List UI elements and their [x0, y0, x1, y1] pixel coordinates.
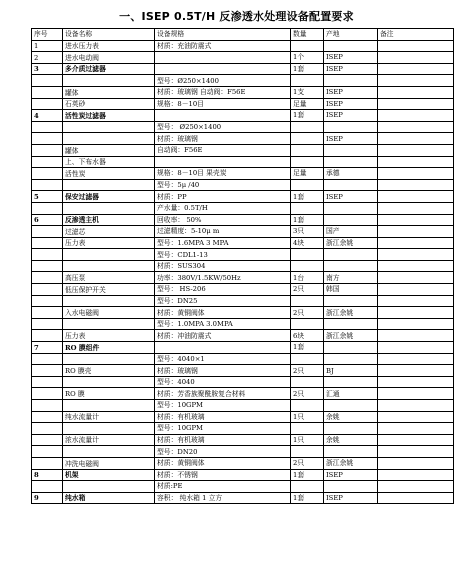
header-qty: 数量: [291, 29, 324, 41]
row-note: [378, 40, 454, 52]
row-spec: 材质：玻璃钢: [155, 133, 291, 145]
row-name: [63, 260, 155, 272]
header-no: 序号: [32, 29, 63, 41]
table-row: [32, 469, 454, 481]
table-row: [32, 237, 454, 249]
row-origin: [324, 156, 378, 168]
row-qty: [291, 75, 324, 87]
row-qty: 2只: [291, 457, 324, 469]
row-qty: [291, 295, 324, 307]
row-qty: 足量: [291, 168, 324, 180]
row-origin: ISEP: [324, 133, 378, 145]
row-qty: [291, 376, 324, 388]
table-row: [32, 330, 454, 342]
row-qty: [291, 179, 324, 191]
row-qty: 1台: [291, 272, 324, 284]
row-qty: [291, 260, 324, 272]
row-origin: ISEP: [324, 86, 378, 98]
row-note: [378, 260, 454, 272]
row-name: RO 膜壳: [63, 365, 155, 377]
row-no: [32, 295, 63, 307]
row-spec: 型号：DN20: [155, 446, 291, 458]
row-no: [32, 86, 63, 98]
row-qty: [291, 446, 324, 458]
table-row: [32, 446, 454, 458]
row-name: [63, 318, 155, 330]
row-spec: 材质：SUS304: [155, 260, 291, 272]
row-name: [63, 353, 155, 365]
row-no: [32, 226, 63, 238]
table-row: [32, 376, 454, 388]
row-origin: [324, 295, 378, 307]
row-spec: 型号：5μ /40: [155, 179, 291, 191]
row-qty: 1套: [291, 469, 324, 481]
row-origin: 承德: [324, 168, 378, 180]
row-no: [32, 411, 63, 423]
row-spec: 材质：黄铜阀体: [155, 307, 291, 319]
row-origin: ISEP: [324, 492, 378, 504]
row-origin: [324, 40, 378, 52]
row-qty: 1个: [291, 52, 324, 64]
row-spec: 材质：黄铜阀体: [155, 457, 291, 469]
row-spec: 材质:PE: [155, 481, 291, 493]
row-name: [63, 423, 155, 435]
row-origin: [324, 260, 378, 272]
row-no: [32, 400, 63, 412]
row-note: [378, 133, 454, 145]
row-name: 纯水流量计: [63, 411, 155, 423]
row-no: 5: [32, 191, 63, 203]
row-name: 机架: [63, 469, 155, 481]
row-no: [32, 423, 63, 435]
row-note: [378, 411, 454, 423]
row-name: 活性炭: [63, 168, 155, 180]
row-origin: ISEP: [324, 110, 378, 122]
row-spec: 材质：有机玻璃: [155, 434, 291, 446]
row-spec: 型号：1.6MPA 3 MPA: [155, 237, 291, 249]
row-note: [378, 353, 454, 365]
row-note: [378, 446, 454, 458]
row-origin: 南方: [324, 272, 378, 284]
row-origin: [324, 179, 378, 191]
row-name: [63, 295, 155, 307]
row-origin: [324, 400, 378, 412]
header-spec: 设备规格: [155, 29, 291, 41]
row-note: [378, 318, 454, 330]
row-no: 6: [32, 214, 63, 226]
row-name: 进水电动阀: [63, 52, 155, 64]
row-no: [32, 249, 63, 261]
row-spec: 型号：4040×1: [155, 353, 291, 365]
row-name: RO 膜组件: [63, 342, 155, 354]
row-note: [378, 75, 454, 87]
row-note: [378, 98, 454, 110]
row-qty: 1支: [291, 86, 324, 98]
row-name: 罐体: [63, 86, 155, 98]
table-row: [32, 179, 454, 191]
row-qty: [291, 249, 324, 261]
row-no: [32, 307, 63, 319]
row-qty: 1套: [291, 110, 324, 122]
row-spec: 材质：玻璃钢 自动阀：F56E: [155, 86, 291, 98]
row-note: [378, 144, 454, 156]
table-row: [32, 492, 454, 504]
row-no: 3: [32, 63, 63, 75]
table-row: [32, 400, 454, 412]
row-spec: 功率：380V/1.5KW/50Hz: [155, 272, 291, 284]
row-no: [32, 133, 63, 145]
row-origin: 韩国: [324, 284, 378, 296]
row-name: 石英砂: [63, 98, 155, 110]
row-spec: 回收率： 50%: [155, 214, 291, 226]
row-no: [32, 237, 63, 249]
row-name: 入水电磁阀: [63, 307, 155, 319]
row-qty: 足量: [291, 98, 324, 110]
row-name: 冲洗电磁阀: [63, 457, 155, 469]
row-name: 反渗透主机: [63, 214, 155, 226]
row-qty: 4块: [291, 237, 324, 249]
row-note: [378, 272, 454, 284]
row-origin: [324, 342, 378, 354]
table-row: [32, 86, 454, 98]
row-qty: 2只: [291, 307, 324, 319]
row-qty: 1套: [291, 191, 324, 203]
row-note: [378, 214, 454, 226]
row-spec: 材质：不锈钢: [155, 469, 291, 481]
row-note: [378, 110, 454, 122]
row-spec: 型号：4040: [155, 376, 291, 388]
row-no: [32, 272, 63, 284]
row-name: 多介质过滤器: [63, 63, 155, 75]
row-no: [32, 260, 63, 272]
table-row: [32, 191, 454, 203]
row-name: 压力表: [63, 330, 155, 342]
row-no: [32, 434, 63, 446]
table-row: [32, 110, 454, 122]
row-spec: 材质：充油防震式: [155, 40, 291, 52]
row-origin: [324, 481, 378, 493]
row-note: [378, 342, 454, 354]
row-no: [32, 388, 63, 400]
table-row: [32, 272, 454, 284]
row-qty: [291, 121, 324, 133]
row-no: 2: [32, 52, 63, 64]
row-qty: 1套: [291, 492, 324, 504]
table-row: [32, 318, 454, 330]
row-spec: 型号：Ø250×1400: [155, 75, 291, 87]
row-qty: [291, 156, 324, 168]
table-row: [32, 423, 454, 435]
row-note: [378, 400, 454, 412]
row-qty: 1套: [291, 214, 324, 226]
row-note: [378, 481, 454, 493]
row-name: 保安过滤器: [63, 191, 155, 203]
row-note: [378, 179, 454, 191]
row-no: [32, 179, 63, 191]
header-name: 设备名称: [63, 29, 155, 41]
row-qty: 1套: [291, 63, 324, 75]
row-qty: [291, 353, 324, 365]
row-no: 4: [32, 110, 63, 122]
row-name: [63, 400, 155, 412]
row-qty: [291, 400, 324, 412]
row-note: [378, 434, 454, 446]
row-no: [32, 156, 63, 168]
row-origin: 余姚: [324, 411, 378, 423]
row-name: [63, 202, 155, 214]
header-origin: 产地: [324, 29, 378, 41]
row-no: [32, 353, 63, 365]
table-row: [32, 249, 454, 261]
table-row: [32, 388, 454, 400]
table-row: [32, 284, 454, 296]
row-qty: 2只: [291, 284, 324, 296]
equipment-spec-table: [31, 28, 454, 504]
row-spec: 材质：玻璃钢: [155, 365, 291, 377]
row-no: [32, 202, 63, 214]
row-spec: 型号：10GPM: [155, 423, 291, 435]
row-note: [378, 86, 454, 98]
table-header-row: [32, 29, 454, 41]
row-no: [32, 365, 63, 377]
table-row: [32, 295, 454, 307]
row-name: [63, 376, 155, 388]
row-note: [378, 307, 454, 319]
row-qty: [291, 202, 324, 214]
row-origin: [324, 376, 378, 388]
row-no: [32, 284, 63, 296]
row-spec: 规格：8－10目 果壳炭: [155, 168, 291, 180]
table-row: [32, 411, 454, 423]
row-name: 低压保护开关: [63, 284, 155, 296]
row-qty: [291, 318, 324, 330]
row-no: [32, 144, 63, 156]
table-row: [32, 168, 454, 180]
row-name: 进水压力表: [63, 40, 155, 52]
row-qty: 1只: [291, 411, 324, 423]
row-name: 纯水箱: [63, 492, 155, 504]
row-qty: 1套: [291, 342, 324, 354]
table-row: [32, 40, 454, 52]
row-spec: [155, 63, 291, 75]
row-spec: 材质：PP: [155, 191, 291, 203]
row-note: [378, 249, 454, 261]
row-no: 7: [32, 342, 63, 354]
table-row: [32, 156, 454, 168]
row-spec: 容积： 纯水箱 1 立方: [155, 492, 291, 504]
row-note: [378, 469, 454, 481]
table-row: [32, 202, 454, 214]
table-row: [32, 353, 454, 365]
row-origin: ISEP: [324, 469, 378, 481]
table-row: [32, 434, 454, 446]
row-origin: [324, 318, 378, 330]
table-row: [32, 481, 454, 493]
row-origin: 汇通: [324, 388, 378, 400]
row-note: [378, 191, 454, 203]
row-note: [378, 330, 454, 342]
row-origin: 浙江余姚: [324, 237, 378, 249]
row-no: 9: [32, 492, 63, 504]
row-note: [378, 365, 454, 377]
row-origin: [324, 214, 378, 226]
row-note: [378, 423, 454, 435]
row-spec: 自动阀：F56E: [155, 144, 291, 156]
table-row: [32, 457, 454, 469]
table-row: [32, 144, 454, 156]
row-name: [63, 75, 155, 87]
row-origin: BJ: [324, 365, 378, 377]
row-origin: 浙江余姚: [324, 330, 378, 342]
row-name: 浓水流量计: [63, 434, 155, 446]
row-origin: [324, 423, 378, 435]
row-note: [378, 226, 454, 238]
row-name: [63, 446, 155, 458]
row-origin: [324, 249, 378, 261]
row-origin: ISEP: [324, 63, 378, 75]
row-origin: 浙江余姚: [324, 307, 378, 319]
row-spec: [155, 52, 291, 64]
row-note: [378, 284, 454, 296]
row-name: [63, 249, 155, 261]
row-spec: [155, 342, 291, 354]
row-spec: 材质：冲油防震式: [155, 330, 291, 342]
row-name: 高压泵: [63, 272, 155, 284]
row-name: 罐体: [63, 144, 155, 156]
row-qty: 2只: [291, 388, 324, 400]
table-row: [32, 214, 454, 226]
row-no: [32, 121, 63, 133]
row-name: 压力表: [63, 237, 155, 249]
row-note: [378, 237, 454, 249]
table-row: [32, 75, 454, 87]
row-no: [32, 75, 63, 87]
row-no: [32, 318, 63, 330]
row-spec: 型号： Ø250×1400: [155, 121, 291, 133]
row-note: [378, 376, 454, 388]
row-note: [378, 492, 454, 504]
row-spec: 规格：8－10目: [155, 98, 291, 110]
row-no: [32, 446, 63, 458]
row-name: [63, 481, 155, 493]
table-row: [32, 307, 454, 319]
row-name: 过滤芯: [63, 226, 155, 238]
row-no: [32, 98, 63, 110]
row-note: [378, 156, 454, 168]
page-title: 一、ISEP 0.5T/H 反渗透水处理设备配置要求: [119, 10, 354, 23]
row-note: [378, 388, 454, 400]
row-qty: 6块: [291, 330, 324, 342]
row-spec: 过滤精度：5-10μ m: [155, 226, 291, 238]
row-origin: ISEP: [324, 52, 378, 64]
row-qty: [291, 133, 324, 145]
row-qty: [291, 144, 324, 156]
row-note: [378, 168, 454, 180]
row-note: [378, 202, 454, 214]
row-origin: ISEP: [324, 98, 378, 110]
row-spec: 型号： HS-206: [155, 284, 291, 296]
row-qty: 3只: [291, 226, 324, 238]
header-note: 备注: [378, 29, 454, 41]
row-note: [378, 63, 454, 75]
row-no: [32, 457, 63, 469]
row-note: [378, 52, 454, 64]
table-row: [32, 365, 454, 377]
row-name: [63, 133, 155, 145]
row-spec: 产水量：0.5T/H: [155, 202, 291, 214]
row-origin: [324, 144, 378, 156]
row-origin: ISEP: [324, 191, 378, 203]
row-no: 8: [32, 469, 63, 481]
row-origin: 国产: [324, 226, 378, 238]
row-origin: [324, 446, 378, 458]
table-row: [32, 52, 454, 64]
row-name: [63, 121, 155, 133]
row-origin: [324, 202, 378, 214]
row-no: 1: [32, 40, 63, 52]
row-no: [32, 481, 63, 493]
row-spec: 材质：有机玻璃: [155, 411, 291, 423]
row-origin: [324, 121, 378, 133]
row-name: RO 膜: [63, 388, 155, 400]
row-origin: [324, 75, 378, 87]
row-no: [32, 376, 63, 388]
row-name: 活性炭过滤器: [63, 110, 155, 122]
row-no: [32, 330, 63, 342]
row-name: 上、下布水器: [63, 156, 155, 168]
table-row: [32, 121, 454, 133]
row-origin: 浙江余姚: [324, 457, 378, 469]
row-name: [63, 179, 155, 191]
row-note: [378, 121, 454, 133]
row-spec: 型号：CDL1-13: [155, 249, 291, 261]
row-origin: [324, 353, 378, 365]
row-spec: 型号：DN25: [155, 295, 291, 307]
row-spec: 材质：芳香族聚酰胺复合材料: [155, 388, 291, 400]
row-spec: 型号：10GPM: [155, 400, 291, 412]
row-qty: 2只: [291, 365, 324, 377]
row-qty: 1只: [291, 434, 324, 446]
row-qty: [291, 423, 324, 435]
row-spec: 型号：1.0MPA 3.0MPA: [155, 318, 291, 330]
row-no: [32, 168, 63, 180]
table-row: [32, 133, 454, 145]
table-row: [32, 63, 454, 75]
table-row: [32, 342, 454, 354]
table-row: [32, 98, 454, 110]
row-note: [378, 457, 454, 469]
row-qty: [291, 40, 324, 52]
table-row: [32, 226, 454, 238]
row-origin: 余姚: [324, 434, 378, 446]
row-spec: [155, 156, 291, 168]
row-spec: [155, 110, 291, 122]
row-note: [378, 295, 454, 307]
table-row: [32, 260, 454, 272]
row-qty: [291, 481, 324, 493]
